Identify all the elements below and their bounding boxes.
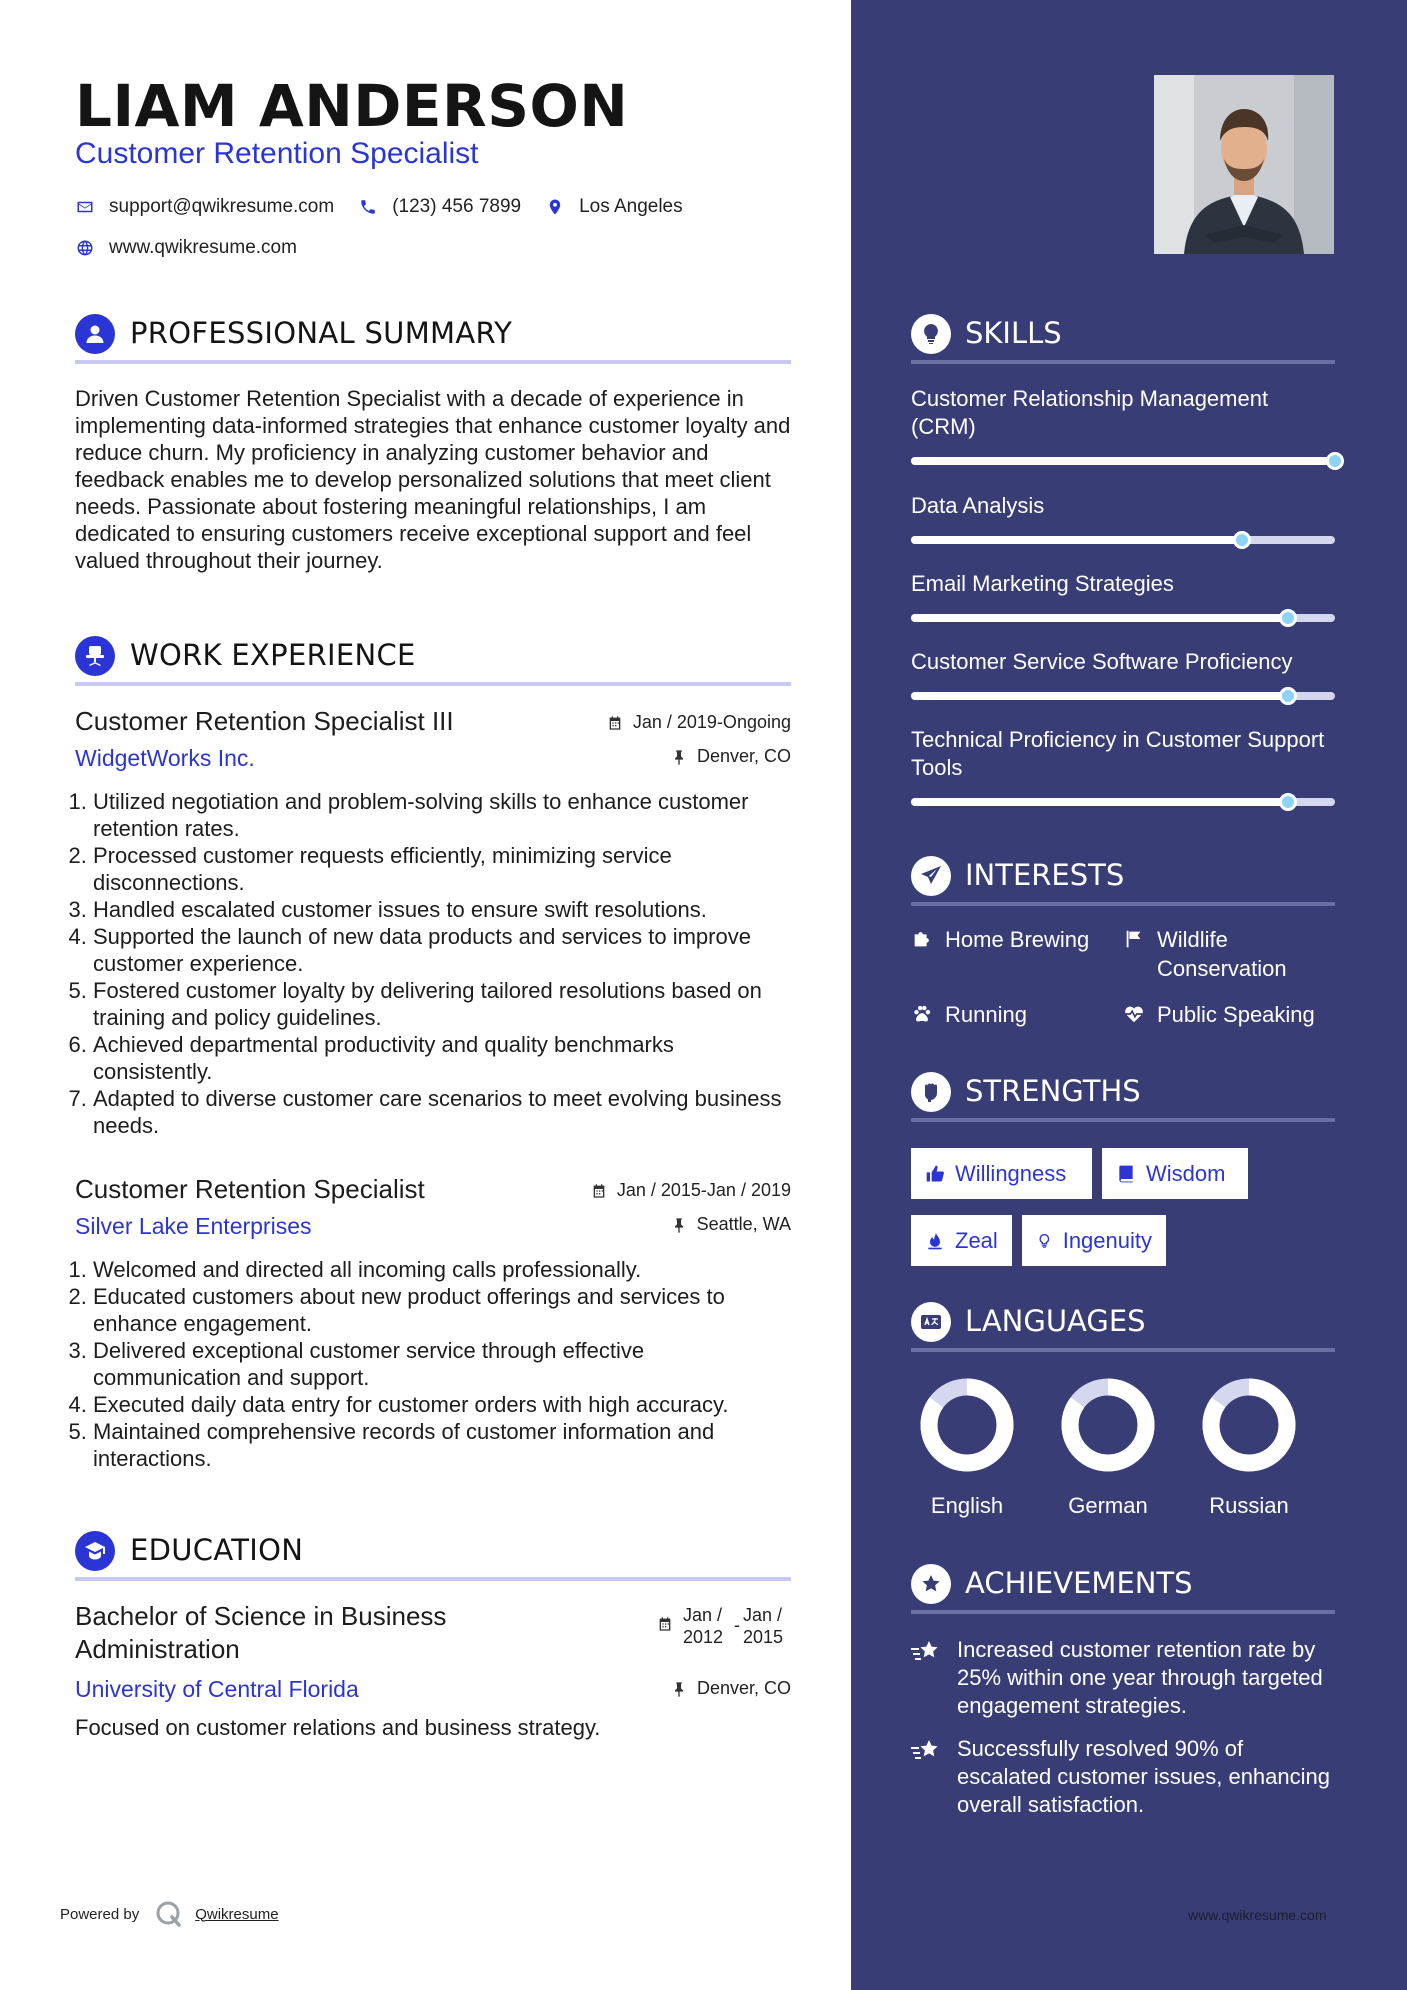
skills-heading-text: SKILLS <box>965 316 1062 350</box>
interest-label: Wildlife Conservation <box>1157 927 1287 981</box>
list-item: 2. Processed customer requests efficiently, minimizing service disconnections. <box>93 842 791 896</box>
language-name: Russian <box>1209 1493 1289 1518</box>
list-item: 2. Educated customers about new product offerings and services to enhance engagement. <box>93 1283 791 1337</box>
heartbeat-icon <box>1123 1003 1145 1025</box>
skill-level-bar <box>911 614 1335 622</box>
list-item: 3. Handled escalated customer issues to ensure swift resolutions. <box>93 896 791 923</box>
strength-badge <box>911 1148 1092 1199</box>
summary-heading <box>75 314 791 364</box>
strength-label: Wisdom <box>1146 1160 1226 1186</box>
calendar-icon <box>657 1616 673 1632</box>
language-level-ring <box>1202 1378 1296 1472</box>
job-entry-date-text: Jan / 2015-Jan / 2019 <box>616 1180 791 1200</box>
education-description: Focused on customer relations and business strategy. <box>75 1715 601 1740</box>
profile-photo <box>1154 75 1334 254</box>
star-badge-icon <box>911 1564 951 1604</box>
strength-badge <box>911 1215 1012 1266</box>
languages-heading <box>911 1302 1335 1352</box>
candidate-name: LIAM ANDERSON <box>75 72 629 140</box>
education-location <box>671 1678 791 1699</box>
skill-level-fill <box>911 692 1288 700</box>
skill-level-knob <box>1279 609 1297 627</box>
skill-item <box>911 570 1335 622</box>
skill-level-fill <box>911 457 1335 465</box>
location-text: Los Angeles <box>579 196 683 217</box>
translate-icon <box>911 1302 951 1342</box>
job-entry-title: Customer Retention Specialist <box>75 1174 425 1204</box>
sidebar <box>851 0 1407 1990</box>
pushpin-icon <box>671 1217 687 1233</box>
education-location-text: Denver, CO <box>696 1678 791 1698</box>
education-entry <box>75 1600 791 1741</box>
shooting-star-icon <box>911 1639 941 1665</box>
skill-level-bar <box>911 457 1335 465</box>
interest-label: Running <box>945 1002 1027 1027</box>
interest-item <box>1123 1000 1315 1029</box>
strength-label: Ingenuity <box>1062 1227 1152 1253</box>
job-entry-company: Silver Lake Enterprises <box>75 1213 312 1239</box>
flag-icon <box>1123 928 1145 950</box>
lightbulb-icon <box>911 314 951 354</box>
language-name: English <box>930 1493 1004 1518</box>
summary-heading-text: PROFESSIONAL SUMMARY <box>130 316 513 350</box>
skills-heading <box>911 314 1335 364</box>
skill-level-bar <box>911 798 1335 806</box>
job-entry <box>75 1174 791 1472</box>
education-date-dash: - <box>734 1615 740 1635</box>
calendar-icon <box>607 715 623 731</box>
lightbulb-icon <box>1036 1231 1053 1251</box>
experience-heading-text: WORK EXPERIENCE <box>130 638 416 672</box>
job-entry-title: Customer Retention Specialist III <box>75 706 454 736</box>
list-item: 1. Welcomed and directed all incoming calls professionally. <box>93 1256 791 1283</box>
strength-badge <box>1022 1215 1166 1266</box>
strengths-heading-text: STRENGTHS <box>965 1074 1141 1108</box>
office-chair-icon <box>75 636 115 676</box>
envelope-icon <box>75 198 94 217</box>
skill-name: Data Analysis <box>911 493 1045 518</box>
website-contact[interactable] <box>75 237 297 259</box>
list-item: 5. Maintained comprehensive records of customer information and interactions. <box>93 1418 791 1472</box>
achievements-heading <box>911 1564 1335 1614</box>
job-entry-location <box>671 746 791 767</box>
language-name: German <box>1068 1493 1148 1518</box>
powered-by-text: Powered by <box>60 1905 140 1923</box>
interests-heading-text: INTERESTS <box>965 858 1125 892</box>
skill-name: Customer Relationship Management (CRM) <box>911 386 1269 439</box>
skill-level-bar <box>911 692 1335 700</box>
experience-heading <box>75 636 791 686</box>
skill-name: Customer Service Software Proficiency <box>911 649 1293 674</box>
list-item: 5. Fostered customer loyalty by delivering tailored resolutions based on training and policy guidelines. <box>93 977 791 1031</box>
summary-text: Driven Customer Retention Specialist with a decade of experience in implementing data-informed strategies that enhance customer loyalty and reduce churn. My proficiency in analyzing customer behavior and feedback enables me to develop personalized solutions that meet client needs. Passionate about fostering meaningful relationships, I am dedicated to ensuring customers receive exceptional support and feel valued throughout their journey. <box>75 386 791 573</box>
achievement-item <box>911 1735 1341 1819</box>
skill-level-fill <box>911 614 1288 622</box>
brand-link[interactable]: Qwikresume <box>195 1905 279 1923</box>
skill-level-fill <box>911 536 1242 544</box>
thumbs-up-icon <box>925 1164 945 1184</box>
calendar-icon <box>591 1183 607 1199</box>
education-heading-text: EDUCATION <box>130 1533 304 1567</box>
job-entry-location-text: Denver, CO <box>696 746 791 766</box>
education-heading <box>75 1531 791 1581</box>
skill-level-bar <box>911 536 1335 544</box>
language-item <box>1199 1378 1299 1519</box>
paw-icon <box>911 1003 933 1025</box>
job-entry-date <box>607 712 791 733</box>
job-entry-date <box>591 1180 791 1201</box>
education-end: Jan / 2015 <box>743 1605 784 1647</box>
pushpin-icon <box>671 1681 687 1697</box>
job-entry-location-text: Seattle, WA <box>696 1214 791 1234</box>
interest-item <box>911 925 1089 954</box>
strength-label: Willingness <box>955 1160 1067 1186</box>
strength-badge <box>1102 1148 1248 1199</box>
map-pin-icon <box>545 198 564 217</box>
interests-heading <box>911 856 1335 906</box>
achievement-item <box>911 1636 1341 1720</box>
interest-item <box>1123 925 1323 983</box>
globe-icon <box>75 239 94 258</box>
job-entry-date-text: Jan / 2019-Ongoing <box>632 712 791 732</box>
phone-text: (123) 456 7899 <box>392 196 522 217</box>
skill-item <box>911 648 1335 700</box>
education-date <box>657 1604 791 1648</box>
list-item: 6. Achieved departmental productivity and quality benchmarks consistently. <box>93 1031 791 1085</box>
strengths-heading <box>911 1072 1335 1122</box>
graduate-icon <box>75 1531 115 1571</box>
interest-item <box>911 1000 1027 1029</box>
skill-name: Email Marketing Strategies <box>911 571 1174 596</box>
skill-item <box>911 492 1335 544</box>
job-entry-company: WidgetWorks Inc. <box>75 745 255 771</box>
interest-label: Home Brewing <box>945 927 1090 952</box>
job-entry <box>75 706 791 1139</box>
achievement-text: Successfully resolved 90% of escalated customer issues, enhancing overall satisfaction. <box>957 1736 1330 1817</box>
qwikresume-logo-icon <box>155 1900 183 1928</box>
footer-powered-by <box>60 1900 279 1928</box>
skill-level-knob <box>1279 687 1297 705</box>
email-text: support@qwikresume.com <box>109 196 335 217</box>
list-item: 3. Delivered exceptional customer service through effective communication and support. <box>93 1337 791 1391</box>
language-item <box>1058 1378 1158 1519</box>
skill-item <box>911 726 1335 806</box>
list-item: 4. Supported the launch of new data products and services to improve customer experience. <box>93 923 791 977</box>
strength-label: Zeal <box>955 1227 998 1253</box>
job-entry-bullets <box>75 1256 791 1472</box>
list-item: 1. Utilized negotiation and problem-solving skills to enhance customer retention rates. <box>93 788 791 842</box>
footer-url[interactable]: www.qwikresume.com <box>1188 1907 1327 1923</box>
fist-icon <box>911 1072 951 1112</box>
language-level-ring <box>920 1378 1014 1472</box>
education-start: Jan / 2012 <box>683 1605 724 1647</box>
job-title: Customer Retention Specialist <box>75 137 479 170</box>
puzzle-icon <box>911 928 933 950</box>
user-icon <box>75 314 115 354</box>
education-school: University of Central Florida <box>75 1676 359 1702</box>
pushpin-icon <box>671 749 687 765</box>
languages-heading-text: LANGUAGES <box>965 1304 1146 1338</box>
skill-level-knob <box>1279 793 1297 811</box>
location-contact <box>545 196 683 218</box>
list-item: 7. Adapted to diverse customer care scenarios to meet evolving business needs. <box>93 1085 791 1139</box>
phone-icon <box>358 198 377 217</box>
achievement-text: Increased customer retention rate by 25% within one year through targeted engagement strategies. <box>957 1637 1323 1718</box>
email-contact[interactable] <box>75 196 334 218</box>
website-text: www.qwikresume.com <box>109 237 297 258</box>
list-item: 4. Executed daily data entry for customer orders with high accuracy. <box>93 1391 791 1418</box>
skill-level-fill <box>911 798 1288 806</box>
skill-level-knob <box>1233 531 1251 549</box>
achievements-heading-text: ACHIEVEMENTS <box>965 1566 1193 1600</box>
book-icon <box>1116 1164 1136 1184</box>
shooting-star-icon <box>911 1738 941 1764</box>
skill-name: Technical Proficiency in Customer Support Tools <box>911 727 1325 780</box>
phone-contact[interactable] <box>358 196 521 218</box>
language-item <box>917 1378 1017 1519</box>
job-entry-bullets <box>75 788 791 1139</box>
skill-item <box>911 385 1335 465</box>
language-level-ring <box>1061 1378 1155 1472</box>
contact-info <box>75 192 815 274</box>
education-degree: Bachelor of Science in Business Administration <box>75 1601 447 1664</box>
job-entry-location <box>671 1214 791 1235</box>
interest-label: Public Speaking <box>1157 1002 1315 1027</box>
flame-icon <box>925 1231 945 1251</box>
skill-level-knob <box>1326 452 1344 470</box>
paper-plane-icon <box>911 856 951 896</box>
